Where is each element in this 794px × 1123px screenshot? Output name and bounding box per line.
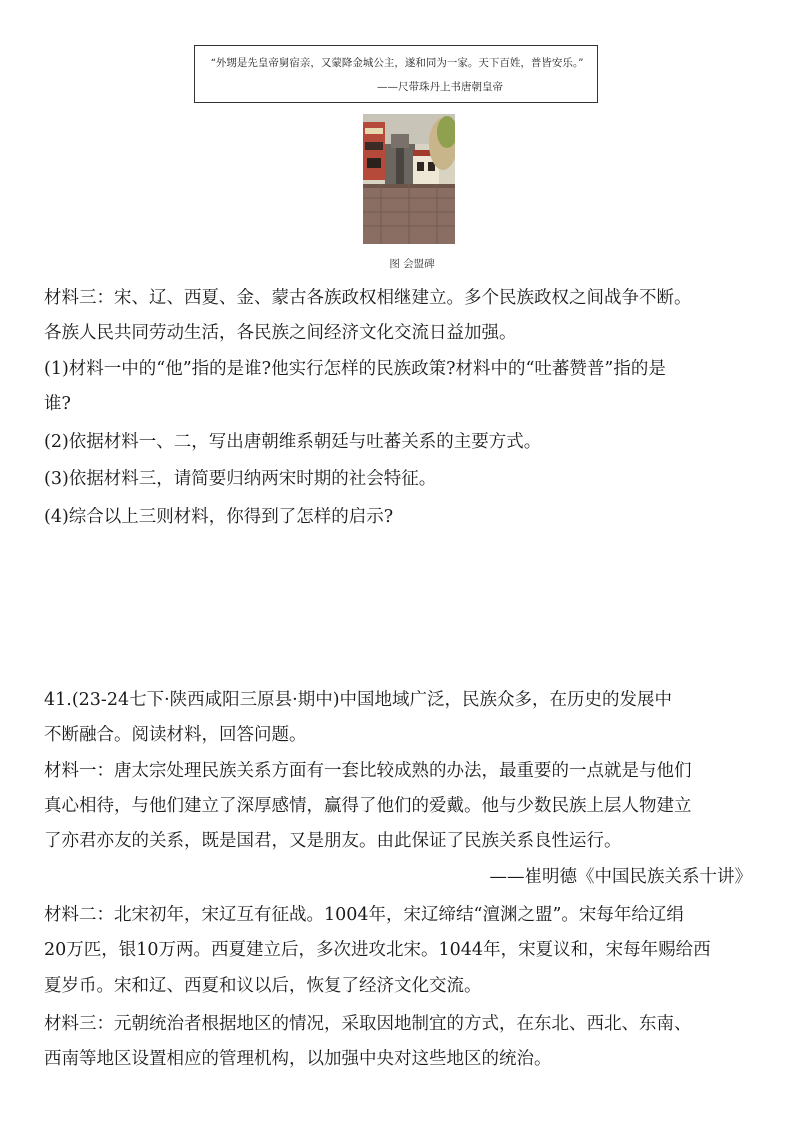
stele-photo [363, 114, 455, 244]
q41-material1-line3: 了亦君亦友的关系，既是国君，又是朋友。由此保证了民族关系良性运行。 [44, 831, 622, 851]
quote-text: “外甥是先皇帝舅宿亲，又蒙降金城公主，遂和同为一家。天下百姓，普皆安乐。” [210, 57, 584, 69]
q41-material2-line2: 20万匹，银10万两。西夏建立后，多次进攻北宋。1044年，宋夏议和，宋每年赐给西 [44, 940, 711, 960]
material3-line1: 材料三：宋、辽、西夏、金、蒙古各族政权相继建立。多个民族政权之间战争不断。 [44, 288, 692, 308]
question3: (3)依据材料三，请简要归纳两宋时期的社会特征。 [44, 469, 437, 489]
q41-intro-line1: 41.(23-24七下·陕西咸阳三原县·期中)中国地域广泛，民族众多，在历史的发展中 [44, 690, 673, 710]
q41-material3-line2: 西南等地区设置相应的管理机构，以加强中央对这些地区的统治。 [44, 1049, 552, 1069]
q41-intro-line2: 不断融合。阅读材料，回答问题。 [44, 725, 307, 745]
question1-line2: 谁? [44, 394, 71, 414]
question4: (4)综合以上三则材料，你得到了怎样的启示? [44, 507, 394, 527]
quote-box [194, 45, 598, 103]
q41-material1-source: ——崔明德《中国民族关系十讲》 [489, 867, 752, 887]
q41-material3-line1: 材料三：元朝统治者根据地区的情况，采取因地制宜的方式，在东北、西北、东南、 [44, 1014, 692, 1034]
q41-material1-line2: 真心相待，与他们建立了深厚感情，赢得了他们的爱戴。他与少数民族上层人物建立 [44, 796, 692, 816]
answer-space [44, 536, 750, 676]
quote-source: ——尺带珠丹上书唐朝皇帝 [377, 81, 503, 93]
q41-material1-line1: 材料一：唐太宗处理民族关系方面有一套比较成熟的办法，最重要的一点就是与他们 [44, 761, 692, 781]
stele-photo-illustration [363, 114, 455, 244]
question1-line1: (1)材料一中的“他”指的是谁?他实行怎样的民族政策?材料中的“吐蕃赞普”指的是 [44, 359, 666, 379]
figure-caption: 图 会盟碑 [389, 258, 435, 270]
q41-material2-line1: 材料二：北宋初年，宋辽互有征战。1004年，宋辽缔结“澶渊之盟”。宋每年给辽绢 [44, 905, 684, 925]
question2: (2)依据材料一、二，写出唐朝维系朝廷与吐蕃关系的主要方式。 [44, 432, 542, 452]
material3-line2: 各族人民共同劳动生活，各民族之间经济文化交流日益加强。 [44, 323, 517, 343]
q41-material2-line3: 夏岁币。宋和辽、西夏和议以后，恢复了经济文化交流。 [44, 976, 482, 996]
